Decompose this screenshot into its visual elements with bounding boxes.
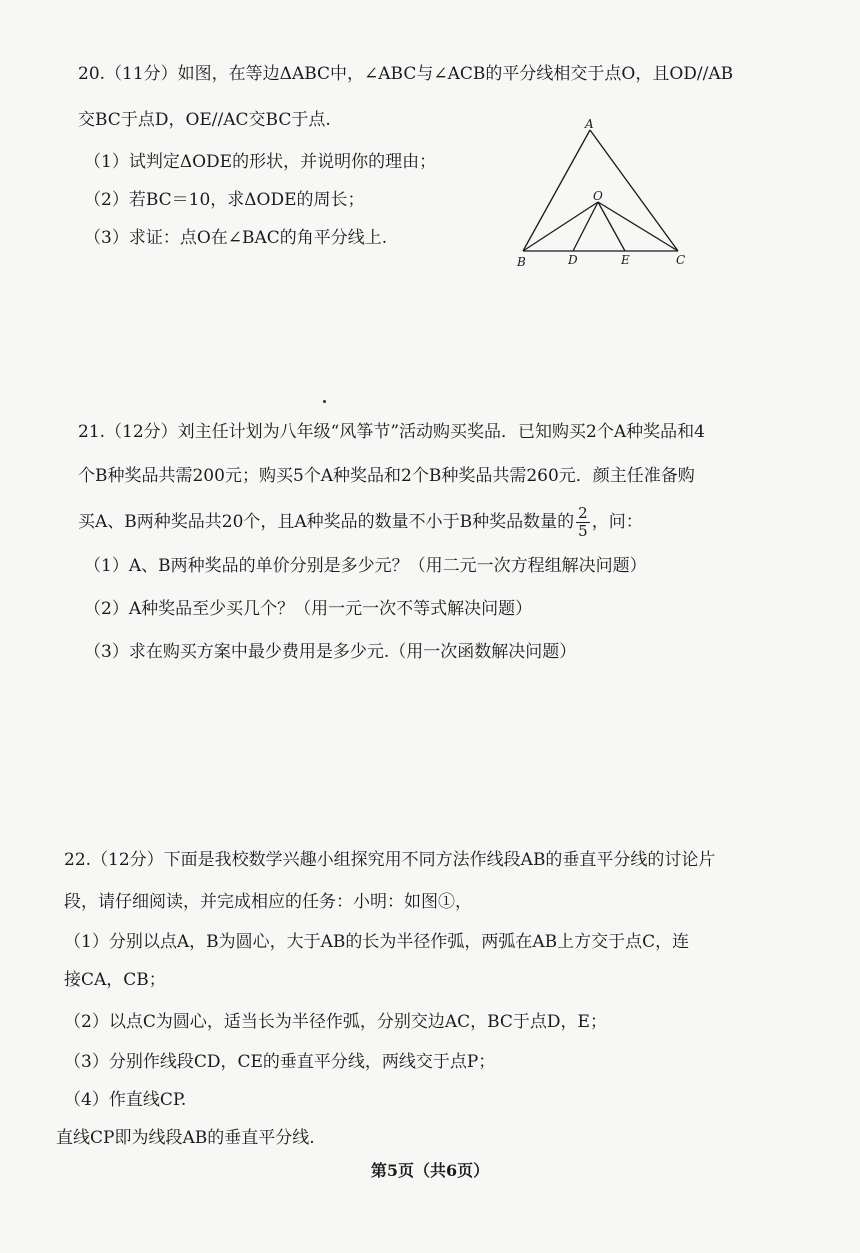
fraction-two-fifths bbox=[576, 505, 590, 540]
label-b: B bbox=[517, 255, 526, 269]
stray-dot bbox=[323, 400, 326, 403]
segment-ac bbox=[590, 130, 678, 251]
q20-line2: 交BC于点D，OE//AC交BC于点. bbox=[78, 110, 331, 130]
label-a: A bbox=[585, 118, 594, 131]
segment-od bbox=[573, 202, 598, 251]
label-d: D bbox=[568, 253, 578, 267]
q20-sub1: （1）试判定ΔODE的形状，并说明你的理由； bbox=[84, 152, 437, 172]
q21-line2: 个B种奖品共需200元；购买5个A种奖品和2个B种奖品共需260元．颜主任准备购 bbox=[78, 466, 695, 486]
q22-step1b: 接CA，CB； bbox=[64, 970, 166, 990]
q22-conclusion: 直线CP即为线段AB的垂直平分线. bbox=[56, 1128, 315, 1148]
q22-step1a: （1）分别以点A，B为圆心，大于AB的长为半径作弧，两弧在AB上方交于点C，连 bbox=[64, 932, 690, 952]
q22-line2: 段，请仔细阅读，并完成相应的任务：小明：如图①， bbox=[64, 892, 472, 912]
q22-step3: （3）分别作线段CD，CE的垂直平分线，两线交于点P； bbox=[64, 1052, 496, 1072]
page-footer: 第5页（共6页） bbox=[370, 1161, 490, 1180]
q21-line3-pre: 买A、B两种奖品共20个，且A种奖品的数量不小于B种奖品数量的 bbox=[78, 512, 575, 532]
q22-step2: （2）以点C为圆心，适当长为半径作弧，分别交边AC，BC于点D，E； bbox=[64, 1012, 607, 1032]
segment-co bbox=[598, 202, 678, 251]
segment-oe bbox=[598, 202, 625, 251]
q22-line1: 22.（12分）下面是我校数学兴趣小组探究用不同方法作线段AB的垂直平分线的讨论片 bbox=[64, 850, 716, 870]
label-c: C bbox=[676, 253, 686, 267]
segment-bo bbox=[523, 202, 598, 251]
q21-sub3: （3）求在购买方案中最少费用是多少元.（用一次函数解决问题） bbox=[84, 642, 577, 662]
label-e: E bbox=[621, 253, 630, 267]
q20-triangle-figure bbox=[505, 118, 700, 273]
label-o: O bbox=[593, 189, 603, 203]
q21-line3 bbox=[78, 505, 643, 540]
q20-sub3: （3）求证：点O在∠BAC的角平分线上. bbox=[84, 228, 388, 248]
q21-line3-post: ，问： bbox=[591, 512, 643, 532]
segment-ab bbox=[523, 130, 590, 251]
fraction-numerator: 2 bbox=[578, 504, 588, 522]
q22-step4: （4）作直线CP. bbox=[64, 1090, 187, 1110]
q21-sub2: （2）A种奖品至少买几个？（用一元一次不等式解决问题） bbox=[84, 599, 533, 619]
q21-line1: 21.（12分）刘主任计划为八年级“风筝节”活动购买奖品．已知购买2个A种奖品和4 bbox=[78, 422, 705, 442]
q21-sub1: （1）A、B两种奖品的单价分别是多少元？（用二元一次方程组解决问题） bbox=[84, 556, 647, 576]
q20-line1: 20.（11分）如图，在等边ΔABC中，∠ABC与∠ACB的平分线相交于点O，且OD//AB bbox=[78, 64, 734, 84]
fraction-denominator: 5 bbox=[578, 522, 588, 540]
q20-sub2: （2）若BC＝10，求ΔODE的周长； bbox=[84, 190, 365, 210]
